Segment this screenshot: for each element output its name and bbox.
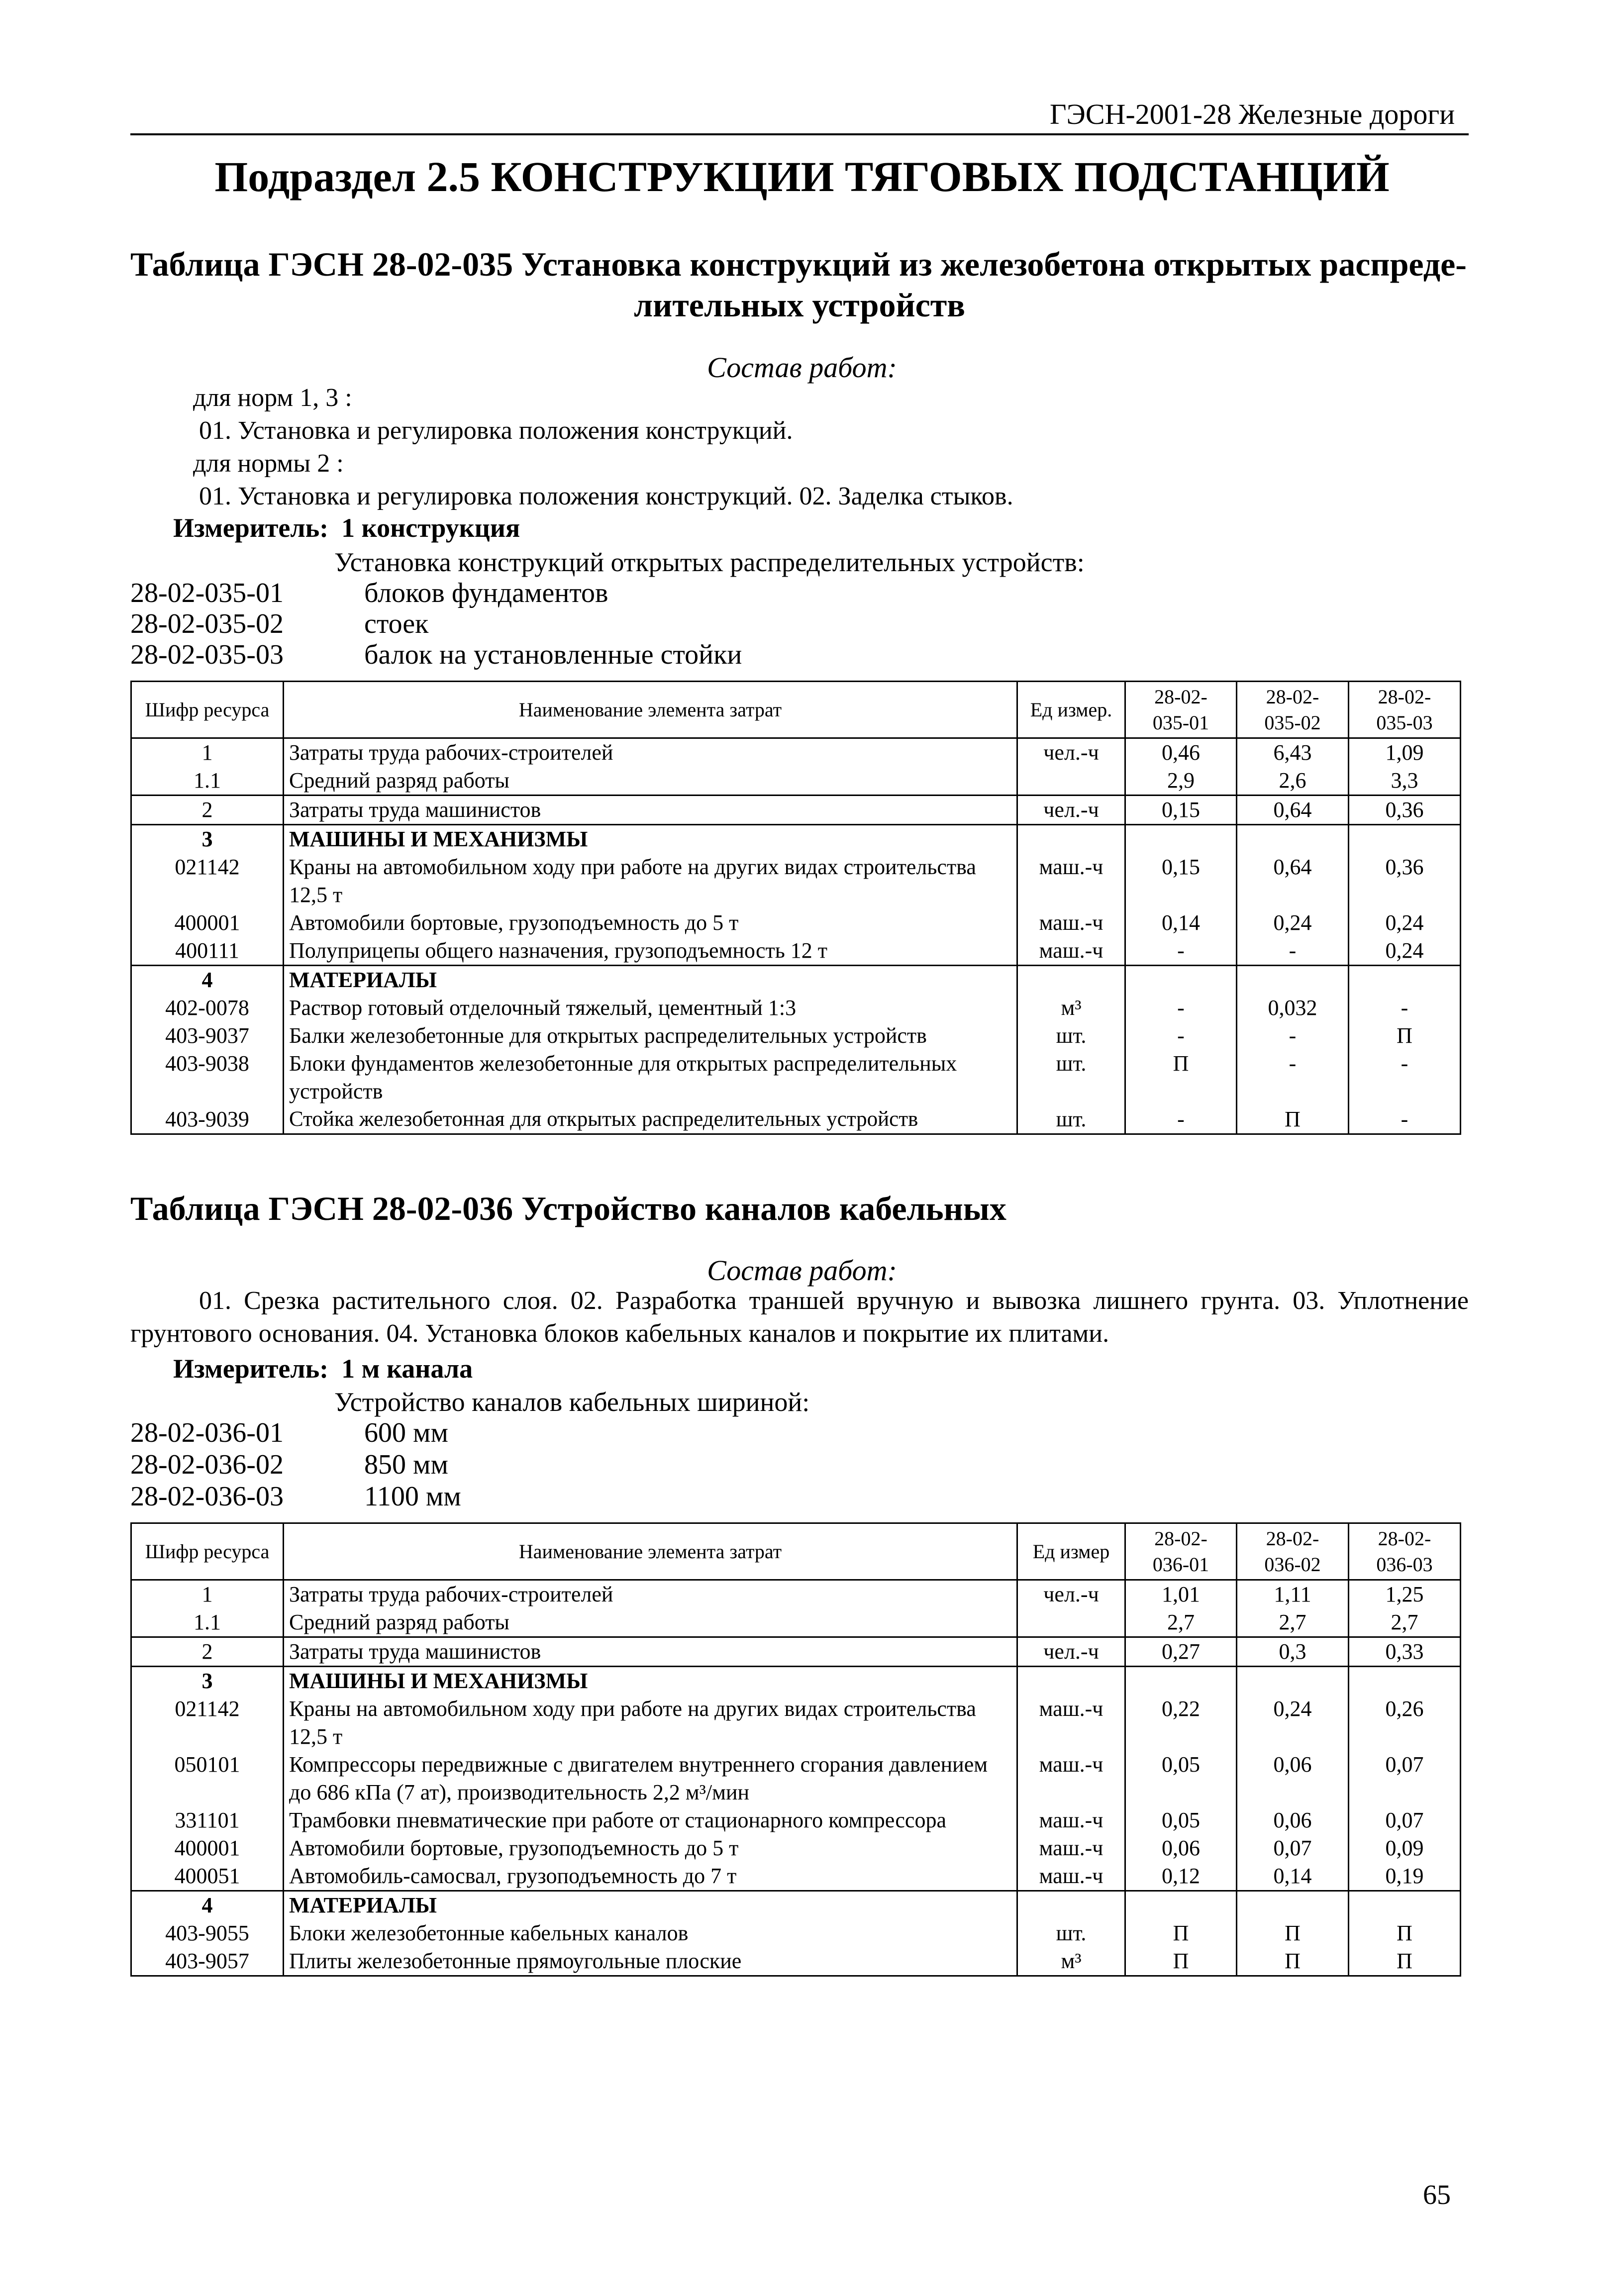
row-value: 0,15 bbox=[1125, 796, 1237, 825]
col-header-code: Шифр ресурса bbox=[131, 682, 284, 738]
row-value bbox=[1349, 966, 1461, 995]
row-value: 0,032 bbox=[1237, 994, 1349, 1022]
table-row bbox=[131, 1834, 1461, 1862]
table2-norms-intro: Устройство каналов кабельных шириной: bbox=[334, 1387, 810, 1417]
row-value: 0,06 bbox=[1125, 1834, 1237, 1862]
row-value bbox=[1125, 1667, 1237, 1696]
row-code: 3 bbox=[131, 825, 284, 854]
table-row bbox=[131, 1580, 1461, 1609]
table-row bbox=[131, 937, 1461, 966]
row-code: 400001 bbox=[131, 1834, 284, 1862]
row-value: 2,7 bbox=[1349, 1608, 1461, 1637]
norm-code: 28-02-036-03 bbox=[130, 1481, 284, 1512]
table2-norm-row bbox=[130, 1417, 448, 1449]
table1-norm-row bbox=[130, 577, 608, 609]
row-value: 0,15 bbox=[1125, 853, 1237, 909]
row-value: 0,07 bbox=[1237, 1834, 1349, 1862]
row-unit bbox=[1017, 767, 1125, 796]
row-unit: чел.-ч bbox=[1017, 1637, 1125, 1667]
row-value: - bbox=[1349, 1050, 1461, 1105]
table1-composition-heading: Состав работ: bbox=[707, 351, 897, 384]
row-code: 2 bbox=[131, 1637, 284, 1667]
norm-name: блоков фундаментов bbox=[364, 578, 608, 608]
table-group-row bbox=[131, 1891, 1461, 1920]
table-row bbox=[131, 1947, 1461, 1976]
row-value: П bbox=[1349, 1919, 1461, 1947]
row-name: Трамбовки пневматические при работе от стационарного компрессора bbox=[284, 1806, 1017, 1834]
row-value bbox=[1349, 1667, 1461, 1696]
row-name: Компрессоры передвижные с двигателем внутреннего сгорания давлением до 686 кПа (7 ат), производительность 2,2 м³/мин bbox=[284, 1751, 1017, 1806]
norm-name: 1100 мм bbox=[364, 1481, 461, 1512]
row-value: П bbox=[1125, 1050, 1237, 1105]
row-value bbox=[1237, 966, 1349, 995]
row-unit: маш.-ч bbox=[1017, 1806, 1125, 1834]
row-code: 4 bbox=[131, 966, 284, 995]
table2-title: Таблица ГЭСН 28-02-036 Устройство каналов кабельных bbox=[130, 1190, 1006, 1227]
row-value bbox=[1349, 825, 1461, 854]
row-value bbox=[1125, 825, 1237, 854]
row-value: 1,09 bbox=[1349, 738, 1461, 767]
row-name: Автомобиль-самосвал, грузоподъемность до 7 т bbox=[284, 1862, 1017, 1891]
row-code: 402-0078 bbox=[131, 994, 284, 1022]
row-group-name: МАТЕРИАЛЫ bbox=[284, 1891, 1017, 1920]
row-value: 2,7 bbox=[1237, 1608, 1349, 1637]
row-value: 0,12 bbox=[1125, 1862, 1237, 1891]
table1-title-line1: Таблица ГЭСН 28-02-035 Установка конструкций из железобетона открытых распреде- bbox=[130, 245, 1467, 283]
row-unit: маш.-ч bbox=[1017, 909, 1125, 937]
table1-measure bbox=[173, 512, 520, 543]
row-value: 0,64 bbox=[1237, 796, 1349, 825]
norm-code: 28-02-036-02 bbox=[130, 1449, 284, 1480]
row-value: 1,01 bbox=[1125, 1580, 1237, 1609]
table-group-row bbox=[131, 825, 1461, 854]
norm-code: 28-02-036-01 bbox=[130, 1417, 284, 1448]
norm-name: 600 мм bbox=[364, 1417, 448, 1448]
row-unit: шт. bbox=[1017, 1022, 1125, 1050]
row-unit: шт. bbox=[1017, 1919, 1125, 1947]
row-name: Средний разряд работы bbox=[284, 767, 1017, 796]
row-unit: шт. bbox=[1017, 1105, 1125, 1134]
row-value: 1,11 bbox=[1237, 1580, 1349, 1609]
table1-title bbox=[130, 244, 1469, 325]
row-value: - bbox=[1237, 937, 1349, 966]
table2-norm-row bbox=[130, 1481, 461, 1512]
row-value: 0,27 bbox=[1125, 1637, 1237, 1667]
row-value: П bbox=[1349, 1947, 1461, 1976]
row-code: 2 bbox=[131, 796, 284, 825]
table-row bbox=[131, 767, 1461, 796]
row-code: 331101 bbox=[131, 1806, 284, 1834]
row-code: 1 bbox=[131, 738, 284, 767]
norm-name: балок на установленные стойки bbox=[364, 639, 742, 670]
section-title: Подраздел 2.5 КОНСТРУКЦИИ ТЯГОВЫХ ПОДСТАНЦИЙ bbox=[214, 153, 1390, 200]
table1-title-line2: лительных устройств bbox=[634, 286, 965, 324]
row-unit: маш.-ч bbox=[1017, 1834, 1125, 1862]
row-value: 2,7 bbox=[1125, 1608, 1237, 1637]
col-header-norm: 28-02- 035-03 bbox=[1349, 682, 1461, 738]
table-group-row bbox=[131, 966, 1461, 995]
row-code: 403-9055 bbox=[131, 1919, 284, 1947]
row-code: 021142 bbox=[131, 853, 284, 909]
table2-norm-row bbox=[130, 1449, 448, 1481]
row-code: 400051 bbox=[131, 1862, 284, 1891]
row-name: Затраты труда рабочих-строителей bbox=[284, 738, 1017, 767]
row-value: - bbox=[1237, 1050, 1349, 1105]
row-value: - bbox=[1125, 1022, 1237, 1050]
row-value: - bbox=[1125, 937, 1237, 966]
row-unit: маш.-ч bbox=[1017, 853, 1125, 909]
col-header-unit: Ед измер. bbox=[1017, 682, 1125, 738]
row-value: 0,06 bbox=[1237, 1806, 1349, 1834]
row-value: - bbox=[1349, 994, 1461, 1022]
row-name: Плиты железобетонные прямоугольные плоские bbox=[284, 1947, 1017, 1976]
row-unit bbox=[1017, 966, 1125, 995]
col-header-unit: Ед измер bbox=[1017, 1523, 1125, 1580]
table-row bbox=[131, 1608, 1461, 1637]
row-value: 0,64 bbox=[1237, 853, 1349, 909]
row-code: 400001 bbox=[131, 909, 284, 937]
row-value bbox=[1237, 825, 1349, 854]
row-unit: шт. bbox=[1017, 1050, 1125, 1105]
row-value: 0,05 bbox=[1125, 1751, 1237, 1806]
row-group-name: МАТЕРИАЛЫ bbox=[284, 966, 1017, 995]
row-value: 0,07 bbox=[1349, 1806, 1461, 1834]
row-unit: м³ bbox=[1017, 1947, 1125, 1976]
table2-composition-heading: Состав работ: bbox=[707, 1254, 897, 1287]
row-value: П bbox=[1237, 1105, 1349, 1134]
row-value: 0,06 bbox=[1237, 1751, 1349, 1806]
row-value: - bbox=[1237, 1022, 1349, 1050]
row-name: Средний разряд работы bbox=[284, 1608, 1017, 1637]
row-unit: чел.-ч bbox=[1017, 796, 1125, 825]
row-value: 0,36 bbox=[1349, 796, 1461, 825]
row-value: П bbox=[1349, 1022, 1461, 1050]
row-value: 0,33 bbox=[1349, 1637, 1461, 1667]
row-name: Полуприцепы общего назначения, грузоподъемность 12 т bbox=[284, 937, 1017, 966]
row-name: Стойка железобетонная для открытых распределительных устройств bbox=[284, 1105, 1017, 1134]
row-value: 0,24 bbox=[1349, 937, 1461, 966]
row-code: 403-9039 bbox=[131, 1105, 284, 1134]
row-value bbox=[1349, 1891, 1461, 1920]
table1-composition-line: для норм 1, 3 : bbox=[193, 384, 352, 412]
row-name: Затраты труда машинистов bbox=[284, 1637, 1017, 1667]
table-header-row bbox=[131, 682, 1461, 738]
row-value: 0,22 bbox=[1125, 1695, 1237, 1751]
col-header-norm: 28-02- 036-01 bbox=[1125, 1523, 1237, 1580]
row-name: Блоки фундаментов железобетонные для открытых распределительных устройств bbox=[284, 1050, 1017, 1105]
row-group-name: МАШИНЫ И МЕХАНИЗМЫ bbox=[284, 825, 1017, 854]
table-row bbox=[131, 1637, 1461, 1667]
table2-composition-text: 01. Срезка растительного слоя. 02. Разработка траншей вручную и вывозка лишнего грунта. 03. Уплотнение грунтового основания. 04. Установка блоков кабельных каналов и покрытие их плитами. bbox=[130, 1287, 1469, 1348]
row-code: 403-9037 bbox=[131, 1022, 284, 1050]
measure-label: Измеритель: bbox=[173, 513, 329, 543]
row-value: 0,19 bbox=[1349, 1862, 1461, 1891]
norm-name: стоек bbox=[364, 608, 429, 639]
row-value: 3,3 bbox=[1349, 767, 1461, 796]
row-code: 1 bbox=[131, 1580, 284, 1609]
row-name: Блоки железобетонные кабельных каналов bbox=[284, 1919, 1017, 1947]
row-unit: чел.-ч bbox=[1017, 738, 1125, 767]
col-header-norm: 28-02- 036-03 bbox=[1349, 1523, 1461, 1580]
col-header-norm: 28-02- 036-02 bbox=[1237, 1523, 1349, 1580]
row-value: 0,14 bbox=[1125, 909, 1237, 937]
table1-composition-line: 01. Установка и регулировка положения конструкций. bbox=[199, 416, 793, 445]
table-row bbox=[131, 1751, 1461, 1806]
row-name: Затраты труда рабочих-строителей bbox=[284, 1580, 1017, 1609]
norm-code: 28-02-035-01 bbox=[130, 578, 284, 608]
measure-value: 1 м канала bbox=[341, 1354, 473, 1384]
col-header-name: Наименование элемента затрат bbox=[284, 682, 1017, 738]
row-value: 0,09 bbox=[1349, 1834, 1461, 1862]
row-code: 400111 bbox=[131, 937, 284, 966]
row-value: 1,25 bbox=[1349, 1580, 1461, 1609]
table-row bbox=[131, 738, 1461, 767]
row-unit: маш.-ч bbox=[1017, 1695, 1125, 1751]
table-row bbox=[131, 853, 1461, 909]
row-unit: маш.-ч bbox=[1017, 937, 1125, 966]
row-unit: маш.-ч bbox=[1017, 1862, 1125, 1891]
row-unit bbox=[1017, 1608, 1125, 1637]
table2-resources bbox=[130, 1522, 1461, 1977]
row-value: П bbox=[1237, 1947, 1349, 1976]
row-value: 6,43 bbox=[1237, 738, 1349, 767]
row-value: 0,14 bbox=[1237, 1862, 1349, 1891]
row-value bbox=[1237, 1667, 1349, 1696]
row-value: 0,36 bbox=[1349, 853, 1461, 909]
row-value: - bbox=[1125, 1105, 1237, 1134]
table1-composition-line: для нормы 2 : bbox=[193, 449, 344, 478]
row-value: 2,9 bbox=[1125, 767, 1237, 796]
row-code: 4 bbox=[131, 1891, 284, 1920]
measure-value: 1 конструкция bbox=[341, 513, 520, 543]
norm-name: 850 мм bbox=[364, 1449, 448, 1480]
row-code: 1.1 bbox=[131, 1608, 284, 1637]
row-value bbox=[1237, 1891, 1349, 1920]
row-name: Затраты труда машинистов bbox=[284, 796, 1017, 825]
table-group-row bbox=[131, 1667, 1461, 1696]
norm-code: 28-02-035-03 bbox=[130, 639, 284, 670]
table1-norm-row bbox=[130, 608, 428, 640]
row-code: 403-9057 bbox=[131, 1947, 284, 1976]
row-value: 0,24 bbox=[1349, 909, 1461, 937]
table-row bbox=[131, 1050, 1461, 1105]
table-row bbox=[131, 1022, 1461, 1050]
row-unit bbox=[1017, 1891, 1125, 1920]
header-rule bbox=[130, 133, 1469, 135]
row-code: 021142 bbox=[131, 1695, 284, 1751]
table-row bbox=[131, 1105, 1461, 1134]
row-unit: маш.-ч bbox=[1017, 1751, 1125, 1806]
table2-measure bbox=[173, 1353, 473, 1384]
row-name: Краны на автомобильном ходу при работе на других видах строительства 12,5 т bbox=[284, 853, 1017, 909]
running-head: ГЭСН-2001-28 Железные дороги bbox=[1050, 98, 1455, 130]
table-row bbox=[131, 796, 1461, 825]
row-value: П bbox=[1125, 1947, 1237, 1976]
row-value: - bbox=[1125, 994, 1237, 1022]
row-value: - bbox=[1349, 1105, 1461, 1134]
col-header-norm: 28-02- 035-01 bbox=[1125, 682, 1237, 738]
row-unit: чел.-ч bbox=[1017, 1580, 1125, 1609]
table-row bbox=[131, 1919, 1461, 1947]
norm-code: 28-02-035-02 bbox=[130, 608, 284, 639]
col-header-code: Шифр ресурса bbox=[131, 1523, 284, 1580]
row-code: 1.1 bbox=[131, 767, 284, 796]
row-unit: м³ bbox=[1017, 994, 1125, 1022]
row-code: 050101 bbox=[131, 1751, 284, 1806]
table-row bbox=[131, 1695, 1461, 1751]
table-row bbox=[131, 909, 1461, 937]
row-value bbox=[1125, 966, 1237, 995]
row-value: 0,3 bbox=[1237, 1637, 1349, 1667]
row-name: Автомобили бортовые, грузоподъемность до 5 т bbox=[284, 909, 1017, 937]
row-value: 0,07 bbox=[1349, 1751, 1461, 1806]
row-name: Краны на автомобильном ходу при работе на других видах строительства 12,5 т bbox=[284, 1695, 1017, 1751]
row-value: 0,24 bbox=[1237, 909, 1349, 937]
row-value: 2,6 bbox=[1237, 767, 1349, 796]
col-header-name: Наименование элемента затрат bbox=[284, 1523, 1017, 1580]
row-value: П bbox=[1237, 1919, 1349, 1947]
row-value: 0,46 bbox=[1125, 738, 1237, 767]
table1-composition-line: 01. Установка и регулировка положения конструкций. 02. Заделка стыков. bbox=[199, 482, 1013, 510]
row-value: П bbox=[1125, 1919, 1237, 1947]
page-number: 65 bbox=[1423, 2180, 1451, 2210]
table-row bbox=[131, 1862, 1461, 1891]
table-row bbox=[131, 994, 1461, 1022]
measure-label: Измеритель: bbox=[173, 1354, 329, 1384]
row-code: 3 bbox=[131, 1667, 284, 1696]
row-value bbox=[1125, 1891, 1237, 1920]
row-name: Балки железобетонные для открытых распределительных устройств bbox=[284, 1022, 1017, 1050]
row-group-name: МАШИНЫ И МЕХАНИЗМЫ bbox=[284, 1667, 1017, 1696]
col-header-norm: 28-02- 035-02 bbox=[1237, 682, 1349, 738]
table1-norms-intro: Установка конструкций открытых распределительных устройств: bbox=[334, 547, 1085, 577]
row-value: 0,05 bbox=[1125, 1806, 1237, 1834]
table-header-row bbox=[131, 1523, 1461, 1580]
row-unit bbox=[1017, 825, 1125, 854]
row-name: Автомобили бортовые, грузоподъемность до 5 т bbox=[284, 1834, 1017, 1862]
row-name: Раствор готовый отделочный тяжелый, цементный 1:3 bbox=[284, 994, 1017, 1022]
table-row bbox=[131, 1806, 1461, 1834]
row-value: 0,24 bbox=[1237, 1695, 1349, 1751]
row-code: 403-9038 bbox=[131, 1050, 284, 1105]
row-unit bbox=[1017, 1667, 1125, 1696]
row-value: 0,26 bbox=[1349, 1695, 1461, 1751]
table1-resources bbox=[130, 681, 1461, 1135]
table1-norm-row bbox=[130, 639, 742, 671]
